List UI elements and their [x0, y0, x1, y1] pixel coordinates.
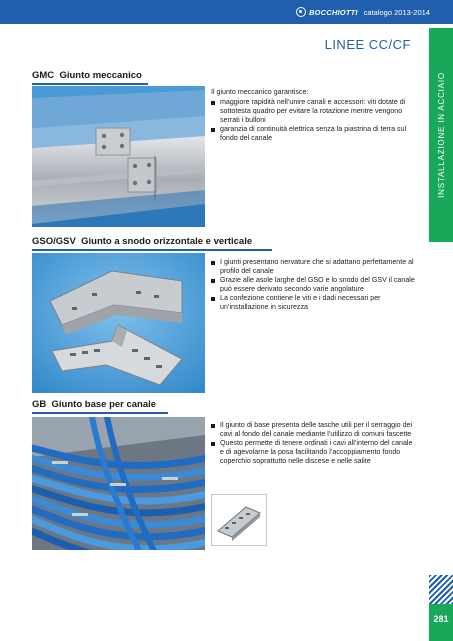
page-number-box [429, 604, 453, 641]
gb-cables-photo [32, 417, 205, 550]
gb-joint-thumbnail [211, 494, 267, 546]
page-number: 281 [433, 614, 449, 624]
side-tab-label: INSTALLAZIONE IN ACCIAIO [436, 72, 446, 198]
product-name: Giunto a snodo orizzontale e verticale [81, 236, 253, 247]
list-item: I giunti presentano nervature che si adattano perfettamente al profilo del canale [211, 258, 416, 276]
product-code: GSO/GSV [32, 236, 76, 247]
list-item: Questo permette di tenere ordinati i cavi all’interno del canale e di agevolarne la posa facilitando l’accoppiamento fondo coperchio soprattutto nelle discese e nelle salite [211, 439, 416, 466]
brand-name: BOCCHIOTTI [309, 7, 358, 17]
list-item: La confezione contiene le viti e i dadi necessari per un’installazione in sicurezza [211, 294, 416, 312]
title-underline [32, 412, 168, 414]
product-name: Giunto base per canale [51, 399, 157, 410]
product-title-gmc [32, 70, 142, 81]
title-underline [32, 83, 148, 85]
catalog-label: catalogo 2013-2014 [363, 7, 430, 17]
gso-gsv-joint-photo [32, 253, 205, 393]
gmc-description [211, 88, 416, 144]
gso-gsv-description [211, 258, 416, 313]
title-underline [32, 249, 272, 251]
product-code: GMC [32, 70, 55, 81]
list-item: Il giunto di base presenta delle tasche utili per il serraggio dei cavi al fondo del canale mediante l’utilizzo di comuni fascette [211, 421, 416, 439]
section-title: LINEE CC/CF [324, 37, 411, 52]
gb-description [211, 421, 416, 466]
gmc-bullets [211, 98, 416, 143]
product-title-gb [32, 399, 156, 410]
product-title-gso-gsv [32, 236, 252, 247]
product-name: Giunto meccanico [59, 70, 142, 81]
header-bar [0, 0, 453, 24]
list-item: maggiore rapidità nell’unire canali e accessori: viti dotate di sottotesta quadro per evitare la rotazione mentre vengono serrati i bulloni [211, 98, 416, 125]
product-code: GB [32, 399, 47, 410]
list-item: garanzia di continuità elettrica senza la piastrina di terra sul fondo del canale [211, 125, 416, 143]
brand [296, 7, 430, 17]
gb-bullets [211, 421, 416, 466]
gmc-joint-photo [32, 86, 205, 227]
gso-gsv-bullets [211, 258, 416, 313]
bocchiotti-logo-icon [296, 7, 306, 17]
side-tab [429, 28, 453, 242]
gmc-intro: Il giunto meccanico garantisce: [211, 88, 309, 96]
list-item: Grazie alle asole larghe del GSO e lo snodo del GSV il canale può essere derivato secondo varie angolature [211, 276, 416, 294]
